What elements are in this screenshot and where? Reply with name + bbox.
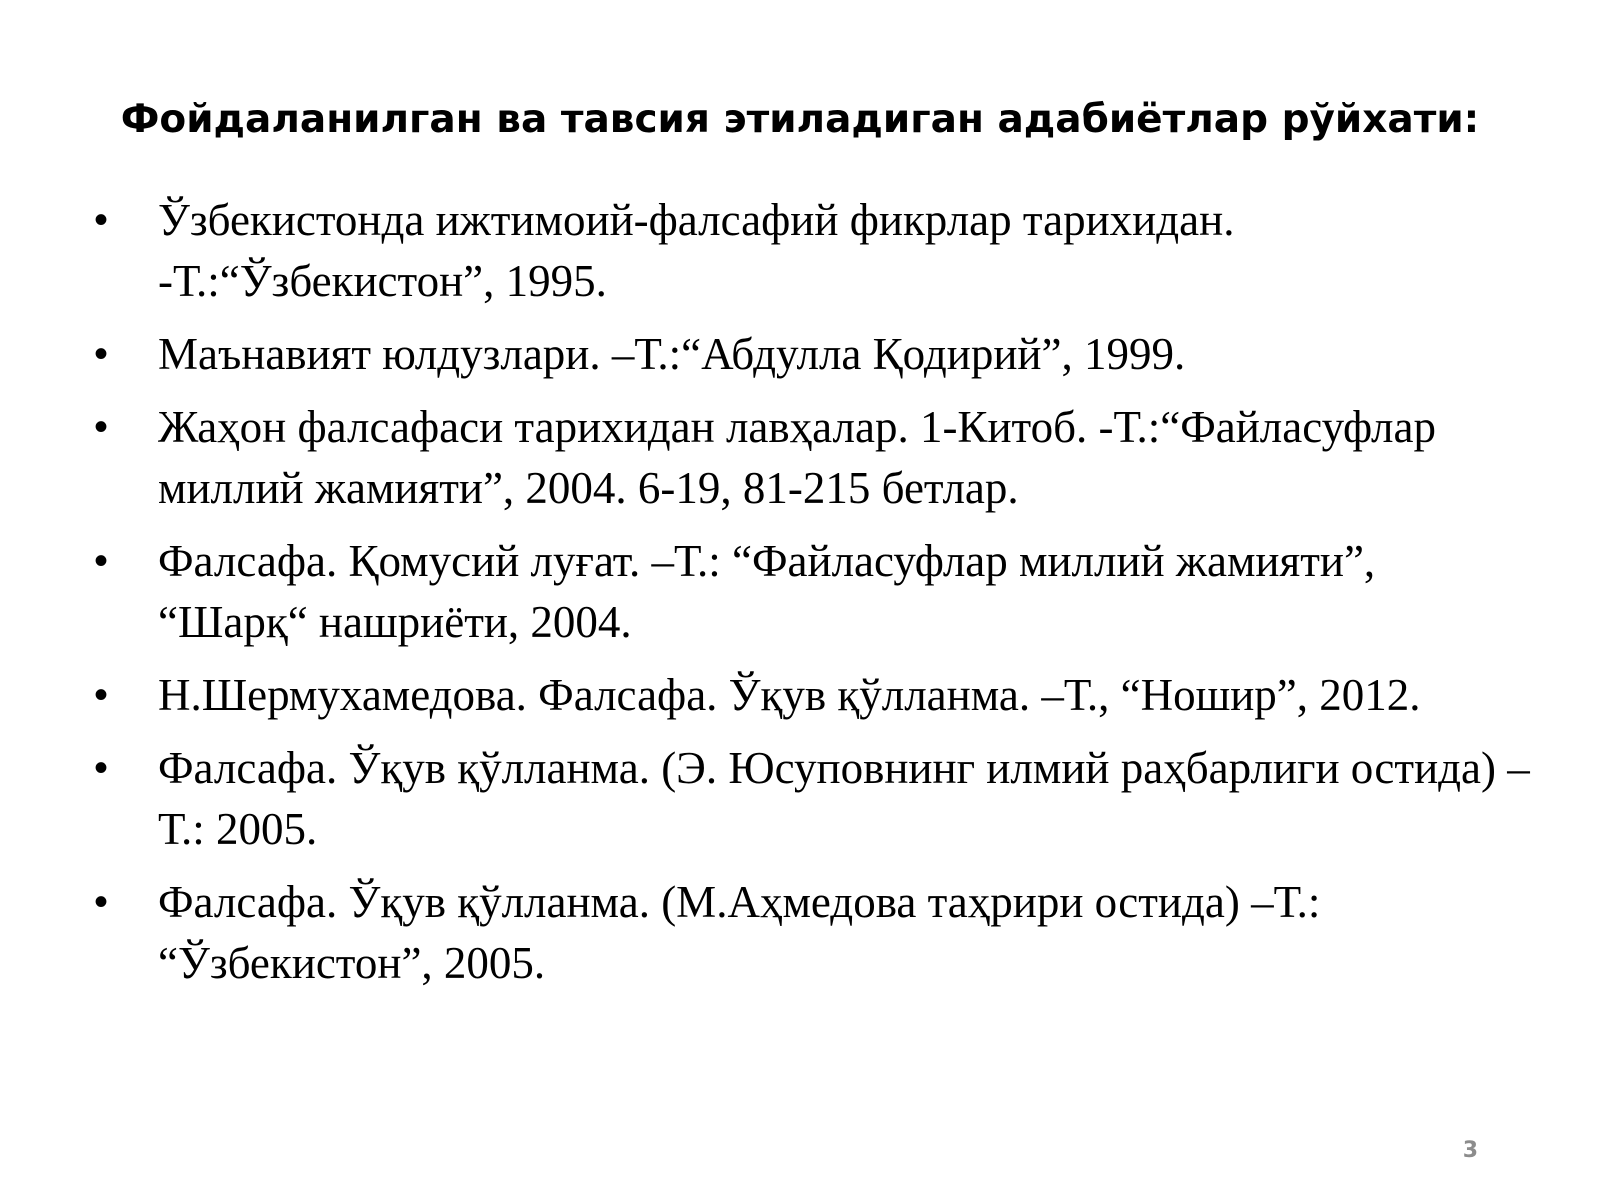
reference-item-4 xyxy=(92,531,1532,653)
bullet-icon: • xyxy=(94,880,109,924)
reference-text: Ўзбекистонда ижтимоий-фалсафий фикрлар тарихидан. -Т.:“Ўзбекистон”, 1995. xyxy=(158,195,1235,306)
reference-item-7 xyxy=(92,872,1532,994)
reference-text: Маънавият юлдузлари. –Т.:“Абдулла Қодирий”, 1999. xyxy=(158,329,1186,379)
reference-item-5 xyxy=(92,665,1532,726)
bullet-icon: • xyxy=(94,405,109,449)
bullet-icon: • xyxy=(94,673,109,717)
bullet-icon: • xyxy=(94,198,109,242)
reference-text: Жаҳон фалсафаси тарихидан лавҳалар. 1-Китоб. -Т.:“Файласуфлар миллий жамияти”, 2004. 6-19, 81-215 бетлар. xyxy=(158,402,1436,513)
reference-item-1 xyxy=(92,190,1532,312)
reference-item-6 xyxy=(92,738,1532,860)
reference-text: Фалсафа. Ўқув қўлланма. (М.Аҳмедова таҳрири остида) –Т.: “Ўзбекистон”, 2005. xyxy=(158,877,1321,988)
bullet-icon: • xyxy=(94,332,109,376)
reference-item-2 xyxy=(92,324,1532,385)
slide-title: Фойдаланилган ва тавсия этиладиган адабиётлар рўйхати: xyxy=(120,97,1480,142)
reference-list xyxy=(92,190,1532,1006)
slide-number: 3 xyxy=(1462,1138,1478,1163)
reference-text: Н.Шермухамедова. Фалсафа. Ўқув қўлланма. –Т., “Ношир”, 2012. xyxy=(158,670,1421,720)
reference-text: Фалсафа. Қомусий луғат. –Т.: “Файласуфлар миллий жамияти”, “Шарқ“ нашриёти, 2004. xyxy=(158,536,1376,647)
reference-text: Фалсафа. Ўқув қўлланма. (Э. Юсуповнинг илмий раҳбарлиги остида) –Т.: 2005. xyxy=(158,743,1530,854)
reference-item-3 xyxy=(92,397,1532,519)
bullet-icon: • xyxy=(94,746,109,790)
bullet-icon: • xyxy=(94,539,109,583)
